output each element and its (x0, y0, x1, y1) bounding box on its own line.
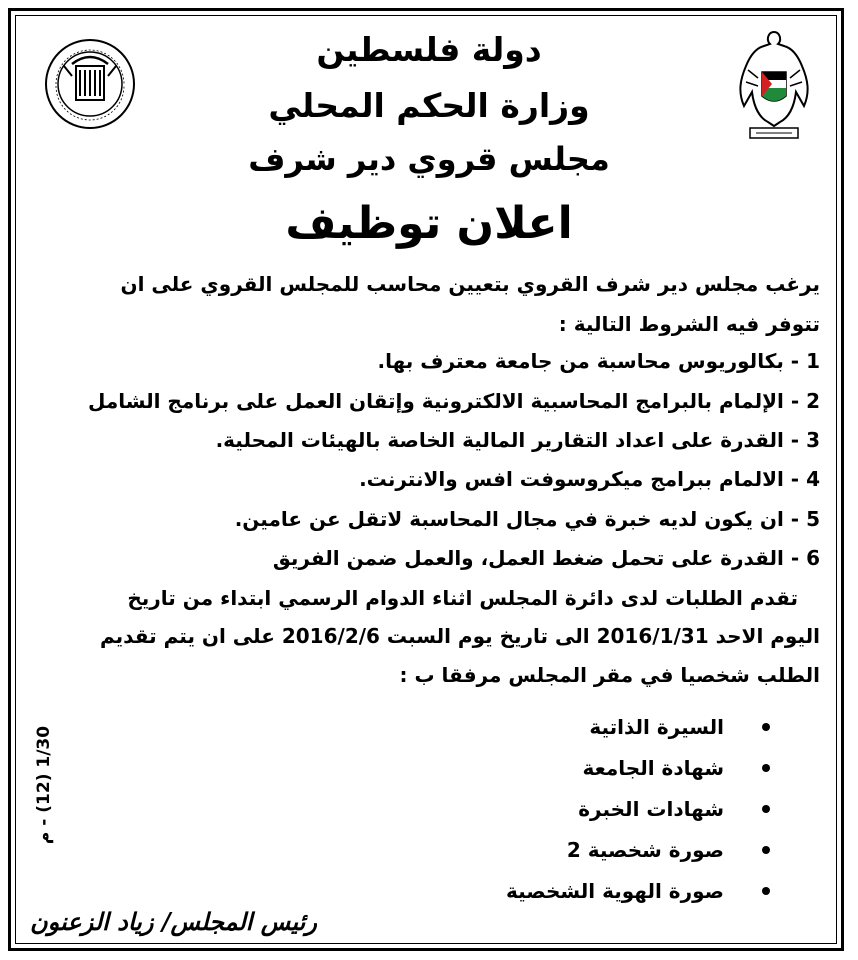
attachment-label: شهادات الخبرة (578, 796, 724, 821)
bullet-icon (762, 805, 770, 813)
condition-item: 5 - ان يكون لديه خبرة في مجال المحاسبة لاتقل عن عامين. (234, 507, 820, 531)
condition-item: 4 - الالمام ببرامج ميكروسوفت افس والانترنت. (359, 467, 820, 491)
list-item (506, 706, 770, 747)
list-item (506, 870, 770, 911)
condition-item: 2 - الإلمام بالبرامج المحاسبية الالكترونية وإتقان العمل على برنامج الشامل (88, 389, 820, 413)
submission-line: اليوم الاحد 2016/1/31 الى تاريخ يوم السبت 2016/2/6 على ان يتم تقديم (99, 624, 820, 648)
list-item (506, 788, 770, 829)
intro-line: يرغب مجلس دير شرف القروي بتعيين محاسب للمجلس القروي على ان (120, 272, 820, 296)
list-item (506, 829, 770, 870)
announcement-title: اعلان توظيف (285, 198, 573, 249)
publication-reference-text: 1/30 (12) - م (34, 725, 54, 845)
signature-line: رئيس المجلس/ زياد الزعنون (30, 907, 317, 936)
state-name-heading: دولة فلسطين (316, 30, 542, 69)
council-name-heading: مجلس قروي دير شرف (248, 140, 610, 178)
attachment-label: السيرة الذاتية (589, 714, 724, 739)
attachment-label: صورة الهوية الشخصية (506, 878, 724, 903)
condition-item: 1 - بكالوريوس محاسبة من جامعة معترف بها. (377, 349, 820, 373)
publication-reference (24, 710, 64, 860)
attachment-label: شهادة الجامعة (582, 755, 724, 780)
attachments-list (506, 706, 770, 911)
condition-item: 6 - القدرة على تحمل ضغط العمل، والعمل ضمن الفريق (272, 546, 820, 570)
submission-line: الطلب شخصيا في مقر المجلس مرفقا ب : (399, 663, 820, 687)
condition-item: 3 - القدرة على اعداد التقارير المالية الخاصة بالهيئات المحلية. (215, 428, 820, 452)
bullet-icon (762, 887, 770, 895)
bullet-icon (762, 764, 770, 772)
attachment-label: صورة شخصية 2 (566, 837, 724, 862)
bullet-icon (762, 846, 770, 854)
intro-line: تتوفر فيه الشروط التالية : (558, 312, 820, 336)
bullet-icon (762, 723, 770, 731)
ministry-name-heading: وزارة الحكم المحلي (268, 86, 590, 125)
submission-line: تقدم الطلبات لدى دائرة المجلس اثناء الدوام الرسمي ابتداء من تاريخ (127, 586, 798, 610)
list-item (506, 747, 770, 788)
